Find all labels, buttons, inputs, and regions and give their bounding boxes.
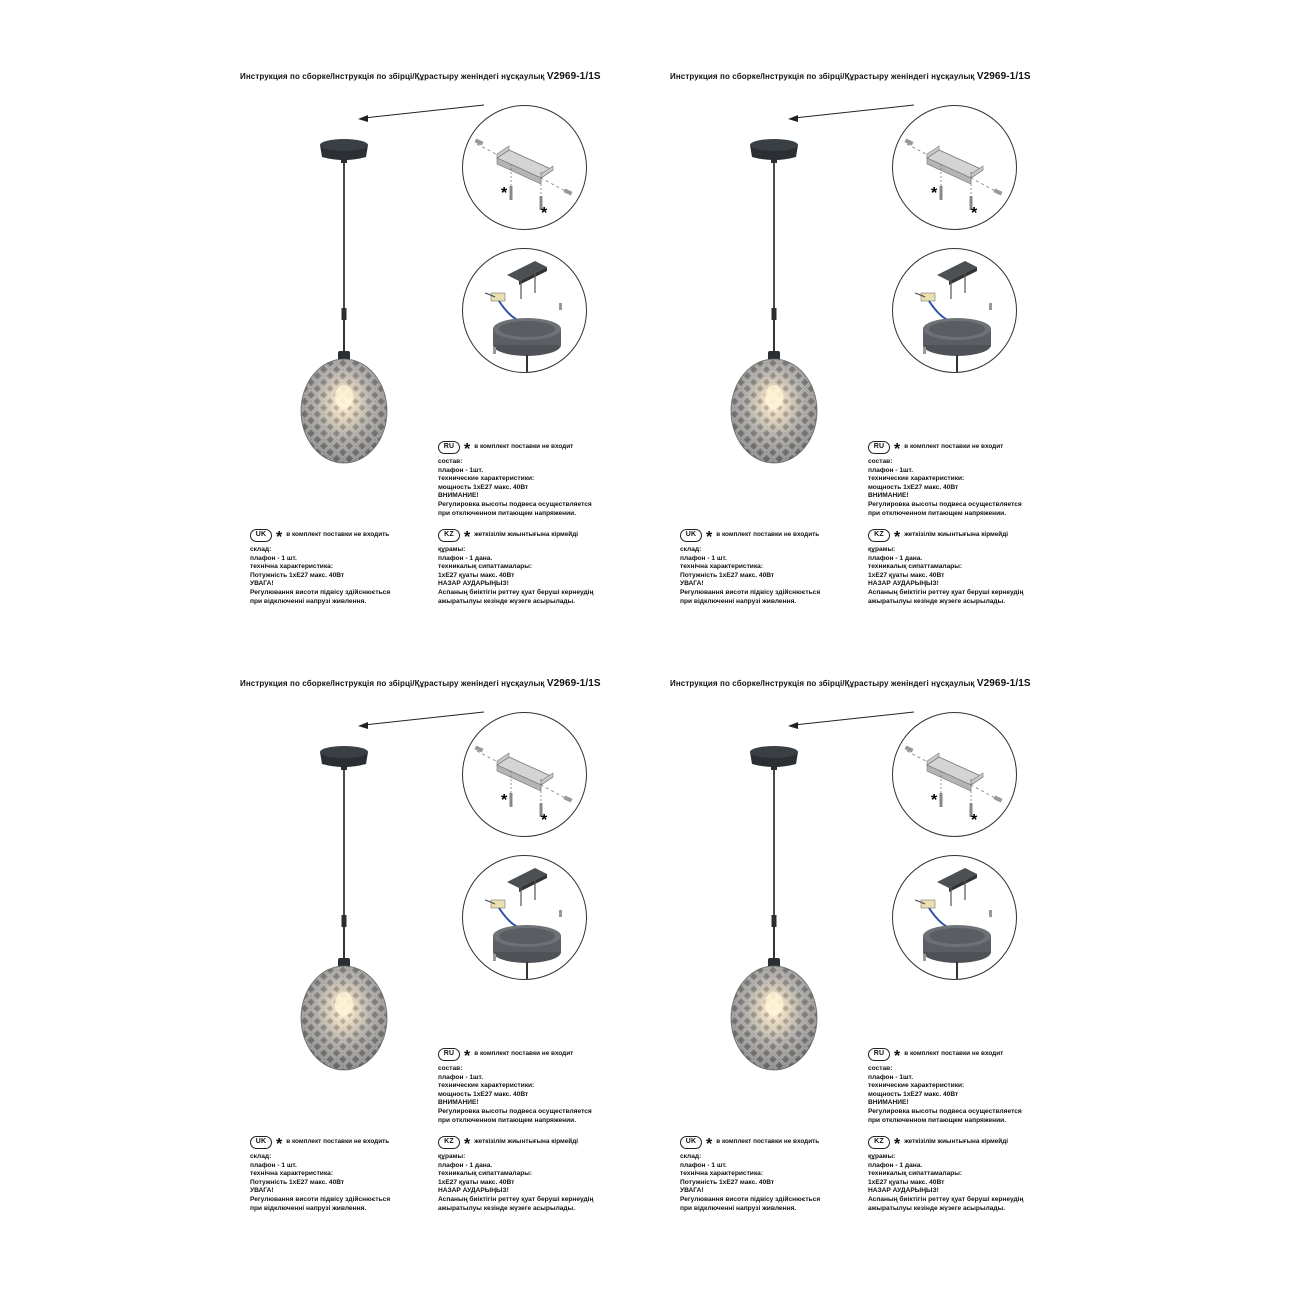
cord-adjuster	[342, 308, 347, 320]
screw-left	[905, 138, 914, 145]
kz-line: техникалық сипаттамалары:	[868, 1170, 963, 1178]
screw-left	[475, 745, 484, 752]
kz-line: техникалық сипаттамалары:	[868, 563, 963, 571]
kz-line: ажыратылуы кезінде жүзеге асырылады.	[868, 597, 1006, 605]
bolt-left	[940, 186, 943, 200]
asterisk-mark-left: *	[931, 792, 938, 809]
kz-line: құрамы:	[438, 1153, 466, 1160]
ru-section	[868, 441, 1022, 518]
bulb-glow	[765, 992, 783, 1016]
uk-line: УВАГА!	[680, 1187, 704, 1195]
kz-line: ажыратылуы кезінде жүзеге асырылады.	[868, 1204, 1006, 1212]
kz-line: Аспаның биіктігін реттеу қуат беруші кернеудің	[438, 588, 594, 596]
cord-adjuster	[772, 308, 777, 320]
screw-bottom	[493, 954, 496, 961]
ru-line: Регулировка высоты подвеса осуществляется	[868, 1107, 1022, 1115]
uk-line: плафон - 1 шт.	[680, 1161, 727, 1169]
uk-language-badge: UK	[250, 1136, 272, 1149]
uk-line: склад:	[680, 546, 702, 553]
kz-line: плафон - 1 дана.	[868, 1161, 923, 1169]
ru-line: технические характеристики:	[868, 1082, 965, 1090]
ru-line: плафон - 1шт.	[868, 1073, 914, 1081]
uk-line: при відключенні напрузі живлення.	[680, 597, 797, 605]
uk-line: плафон - 1 шт.	[680, 554, 727, 562]
asterisk-icon: *	[464, 528, 471, 546]
kz-section	[868, 529, 1023, 606]
bulb-glow	[335, 385, 353, 409]
canopy-top	[320, 746, 368, 758]
asterisk-icon: *	[464, 1047, 471, 1065]
uk-asterisk-note: в комплект поставки не входить	[286, 531, 390, 539]
kz-line: 1хЕ27 қуаты макс. 40Вт	[868, 1178, 945, 1186]
uk-line: технічна характеристика:	[680, 563, 764, 571]
kz-line: плафон - 1 дана.	[868, 554, 923, 562]
terminal-block	[491, 293, 505, 301]
ru-line: мощность 1хЕ27 макс. 40Вт	[438, 1090, 529, 1098]
asterisk-mark-right: *	[541, 205, 548, 222]
ru-line: плафон - 1шт.	[438, 466, 484, 474]
detail-circle-wiring	[462, 248, 587, 373]
kz-section	[438, 1136, 593, 1213]
title-text: Инструкция по сборке/Інструкція по збірці/Құрастыру женіндегі нұсқаулық	[670, 72, 977, 81]
kz-line: Аспаның биіктігін реттеу қуат беруші кернеудің	[868, 588, 1024, 596]
uk-line: Потужність 1хЕ27 макс. 40Вт	[680, 1178, 775, 1186]
canopy-nipple	[771, 765, 777, 770]
uk-section	[250, 529, 390, 606]
uk-line: при відключенні напрузі живлення.	[250, 1204, 367, 1212]
uk-line: при відключенні напрузі живлення.	[250, 597, 367, 605]
uk-line: Потужність 1хЕ27 макс. 40Вт	[250, 1178, 345, 1186]
uk-line: при відключенні напрузі живлення.	[680, 1204, 797, 1212]
kz-line: НАЗАР АУДАРЫҢЫЗ!	[868, 580, 939, 588]
screw-bottom	[923, 954, 926, 961]
ru-line: технические характеристики:	[438, 475, 535, 483]
uk-line: склад:	[250, 1153, 272, 1160]
canopy-nipple	[341, 158, 347, 163]
uk-line: технічна характеристика:	[680, 1170, 764, 1178]
ru-asterisk-note: в комплект поставки не входит	[474, 1050, 574, 1058]
kz-line: Аспаның биіктігін реттеу қуат беруші кернеудің	[438, 1195, 594, 1203]
ru-line: плафон - 1шт.	[868, 466, 914, 474]
bolt-left	[510, 186, 513, 200]
ru-line: Регулировка высоты подвеса осуществляется	[438, 1107, 592, 1115]
uk-line: Регулювання висоти підвісу здійснюється	[680, 588, 821, 596]
kz-section	[868, 1136, 1023, 1213]
kz-line: 1хЕ27 қуаты макс. 40Вт	[438, 571, 515, 579]
kz-language-badge: KZ	[438, 529, 460, 542]
ru-line: мощность 1хЕ27 макс. 40Вт	[868, 483, 959, 491]
asterisk-mark-right: *	[971, 205, 978, 222]
assembly-arrowhead	[358, 115, 368, 122]
ru-section	[438, 1048, 592, 1125]
glass-facets	[731, 359, 817, 463]
asterisk-icon: *	[706, 1135, 713, 1153]
asterisk-icon: *	[464, 1135, 471, 1153]
glass-facets	[731, 966, 817, 1070]
kz-language-badge: KZ	[868, 529, 890, 542]
uk-line: УВАГА!	[250, 580, 274, 588]
screw-top	[989, 303, 992, 310]
screw-right	[564, 188, 573, 195]
screw-right	[994, 188, 1003, 195]
ru-asterisk-note: в комплект поставки не входит	[904, 1050, 1004, 1058]
detail-circle-bracket	[462, 712, 587, 837]
terminal-block	[921, 900, 935, 908]
uk-line: Регулювання висоти підвісу здійснюється	[250, 588, 391, 596]
title-text: Инструкция по сборке/Інструкція по збірці/Құрастыру женіндегі нұсқаулық	[240, 679, 547, 688]
kz-section	[438, 529, 593, 606]
kz-asterisk-note: жеткізілім жиынтығына кірмейді	[904, 531, 1009, 539]
canopy-top	[750, 746, 798, 758]
screw-top	[989, 910, 992, 917]
detail-circle-bracket	[892, 105, 1017, 230]
uk-line: склад:	[250, 546, 272, 553]
title-text: Инструкция по сборке/Інструкція по збірці/Құрастыру женіндегі нұсқаулық	[240, 72, 547, 81]
ru-language-badge: RU	[438, 441, 460, 454]
asterisk-icon: *	[464, 440, 471, 458]
asterisk-mark-left: *	[931, 185, 938, 202]
ru-line: мощность 1хЕ27 макс. 40Вт	[438, 483, 529, 491]
kz-line: құрамы:	[438, 546, 466, 553]
asterisk-icon: *	[276, 528, 283, 546]
ru-line: ВНИМАНИЕ!	[868, 492, 909, 500]
asterisk-icon: *	[706, 528, 713, 546]
assembly-arrowhead	[358, 722, 368, 729]
ru-line: состав:	[438, 1065, 463, 1072]
uk-language-badge: UK	[680, 529, 702, 542]
cord-adjuster	[772, 915, 777, 927]
screw-top	[559, 303, 562, 310]
uk-section	[680, 529, 820, 606]
uk-line: Регулювання висоти підвісу здійснюється	[250, 1195, 391, 1203]
screw-top	[559, 910, 562, 917]
ru-section	[868, 1048, 1022, 1125]
ru-line: при отключенном питающем напряжении.	[438, 1116, 577, 1124]
asterisk-mark-left: *	[501, 185, 508, 202]
terminal-block	[921, 293, 935, 301]
uk-line: Потужність 1хЕ27 макс. 40Вт	[250, 571, 345, 579]
bulb-glow	[335, 992, 353, 1016]
ru-line: при отключенном питающем напряжении.	[868, 1116, 1007, 1124]
instruction-sheet	[222, 45, 1080, 1255]
canopy-nipple	[771, 158, 777, 163]
kz-language-badge: KZ	[438, 1136, 460, 1149]
ru-line: состав:	[868, 458, 893, 465]
ru-section	[438, 441, 592, 518]
ru-line: ВНИМАНИЕ!	[438, 1099, 479, 1107]
uk-section	[680, 1136, 820, 1213]
instruction-panel	[222, 652, 652, 1252]
uk-language-badge: UK	[250, 529, 272, 542]
uk-line: технічна характеристика:	[250, 1170, 334, 1178]
detail-circle-bracket	[892, 712, 1017, 837]
uk-asterisk-note: в комплект поставки не входить	[286, 1138, 390, 1146]
uk-asterisk-note: в комплект поставки не входить	[716, 531, 820, 539]
detail-circle-bracket	[462, 105, 587, 230]
uk-line: плафон - 1 шт.	[250, 1161, 297, 1169]
asterisk-icon: *	[894, 1135, 901, 1153]
ru-line: мощность 1хЕ27 макс. 40Вт	[868, 1090, 959, 1098]
kz-line: плафон - 1 дана.	[438, 554, 493, 562]
asterisk-mark-right: *	[541, 812, 548, 829]
canopy-top	[320, 139, 368, 151]
model-number: V2969-1/1S	[976, 71, 1031, 82]
uk-line: Регулювання висоти підвісу здійснюється	[680, 1195, 821, 1203]
kz-line: ажыратылуы кезінде жүзеге асырылады.	[438, 597, 576, 605]
uk-language-badge: UK	[680, 1136, 702, 1149]
kz-asterisk-note: жеткізілім жиынтығына кірмейді	[474, 1138, 579, 1146]
title-text: Инструкция по сборке/Інструкція по збірці/Құрастыру женіндегі нұсқаулық	[670, 679, 977, 688]
ru-line: при отключенном питающем напряжении.	[868, 509, 1007, 517]
asterisk-icon: *	[894, 440, 901, 458]
model-number: V2969-1/1S	[546, 71, 601, 82]
kz-asterisk-note: жеткізілім жиынтығына кірмейді	[474, 531, 579, 539]
ru-line: состав:	[868, 1065, 893, 1072]
assembly-arrowhead	[788, 722, 798, 729]
kz-line: плафон - 1 дана.	[438, 1161, 493, 1169]
ru-line: плафон - 1шт.	[438, 1073, 484, 1081]
bulb-glow	[765, 385, 783, 409]
kz-line: НАЗАР АУДАРЫҢЫЗ!	[438, 580, 509, 588]
kz-line: құрамы:	[868, 546, 896, 553]
ru-line: при отключенном питающем напряжении.	[438, 509, 577, 517]
ru-line: технические характеристики:	[438, 1082, 535, 1090]
uk-line: склад:	[680, 1153, 702, 1160]
asterisk-icon: *	[894, 1047, 901, 1065]
asterisk-mark-right: *	[971, 812, 978, 829]
ru-language-badge: RU	[438, 1048, 460, 1061]
cord-adjuster	[342, 915, 347, 927]
glass-facets	[301, 966, 387, 1070]
uk-line: Потужність 1хЕ27 макс. 40Вт	[680, 571, 775, 579]
screw-left	[905, 745, 914, 752]
asterisk-icon: *	[276, 1135, 283, 1153]
glass-facets	[301, 359, 387, 463]
instruction-panel	[652, 45, 1082, 645]
ru-asterisk-note: в комплект поставки не входит	[474, 443, 574, 451]
ru-line: ВНИМАНИЕ!	[438, 492, 479, 500]
canopy-top	[750, 139, 798, 151]
ru-line: Регулировка высоты подвеса осуществляется	[868, 500, 1022, 508]
ru-line: состав:	[438, 458, 463, 465]
ru-line: технические характеристики:	[868, 475, 965, 483]
canopy-nipple	[341, 765, 347, 770]
instruction-panel	[222, 45, 652, 645]
uk-line: технічна характеристика:	[250, 563, 334, 571]
assembly-arrowhead	[788, 115, 798, 122]
ru-language-badge: RU	[868, 1048, 890, 1061]
screw-right	[994, 795, 1003, 802]
bolt-left	[510, 793, 513, 807]
kz-line: ажыратылуы кезінде жүзеге асырылады.	[438, 1204, 576, 1212]
kz-line: 1хЕ27 қуаты макс. 40Вт	[868, 571, 945, 579]
kz-language-badge: KZ	[868, 1136, 890, 1149]
kz-line: Аспаның биіктігін реттеу қуат беруші кернеудің	[868, 1195, 1024, 1203]
ru-asterisk-note: в комплект поставки не входит	[904, 443, 1004, 451]
screw-left	[475, 138, 484, 145]
model-number: V2969-1/1S	[546, 678, 601, 689]
kz-line: техникалық сипаттамалары:	[438, 1170, 533, 1178]
ru-line: ВНИМАНИЕ!	[868, 1099, 909, 1107]
uk-line: УВАГА!	[680, 580, 704, 588]
uk-asterisk-note: в комплект поставки не входить	[716, 1138, 820, 1146]
instruction-panel	[652, 652, 1082, 1252]
ru-line: Регулировка высоты подвеса осуществляется	[438, 500, 592, 508]
uk-line: плафон - 1 шт.	[250, 554, 297, 562]
kz-line: НАЗАР АУДАРЫҢЫЗ!	[438, 1187, 509, 1195]
kz-line: НАЗАР АУДАРЫҢЫЗ!	[868, 1187, 939, 1195]
asterisk-mark-left: *	[501, 792, 508, 809]
kz-line: техникалық сипаттамалары:	[438, 563, 533, 571]
uk-line: УВАГА!	[250, 1187, 274, 1195]
model-number: V2969-1/1S	[976, 678, 1031, 689]
screw-bottom	[923, 347, 926, 354]
screw-right	[564, 795, 573, 802]
kz-line: құрамы:	[868, 1153, 896, 1160]
screw-bottom	[493, 347, 496, 354]
detail-circle-wiring	[892, 855, 1017, 980]
detail-circle-wiring	[892, 248, 1017, 373]
bolt-left	[940, 793, 943, 807]
detail-circle-wiring	[462, 855, 587, 980]
terminal-block	[491, 900, 505, 908]
uk-section	[250, 1136, 390, 1213]
asterisk-icon: *	[894, 528, 901, 546]
ru-language-badge: RU	[868, 441, 890, 454]
kz-line: 1хЕ27 қуаты макс. 40Вт	[438, 1178, 515, 1186]
kz-asterisk-note: жеткізілім жиынтығына кірмейді	[904, 1138, 1009, 1146]
